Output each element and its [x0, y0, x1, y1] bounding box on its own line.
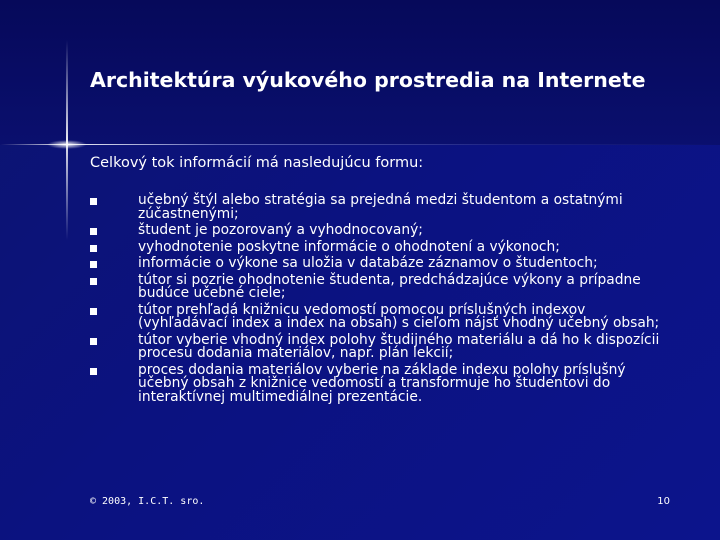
slide-title: Architektúra výukového prostredia na Internete — [90, 68, 646, 92]
page-number: 10 — [657, 496, 670, 507]
glow-star-icon — [47, 140, 87, 149]
square-bullet-icon — [90, 308, 97, 315]
list-item: študent je pozorovaný a vyhodnocovaný; — [90, 224, 678, 238]
square-bullet-icon — [90, 228, 97, 235]
copyright-footer: © 2003, I.C.T. sro. — [90, 496, 205, 507]
list-item: vyhodnotenie poskytne informácie o ohodnotení a výkonoch; — [90, 241, 678, 255]
square-bullet-icon — [90, 368, 97, 375]
list-item: tútor vyberie vhodný index polohy študijného materiálu a dá ho k dispozícii procesu dodania materiálov, napr. plán lekcií; — [90, 334, 678, 361]
list-item: učebný štýl alebo stratégia sa prejedná medzi študentom a ostatnými zúčastnenými; — [90, 194, 678, 221]
glow-horizontal-line — [0, 144, 720, 145]
list-item: tútor prehľadá knižnicu vedomostí pomocou príslušných indexov (vyhľadávací index a index na obsah) s cieľom nájsť vhodný učebný obsah; — [90, 304, 678, 331]
square-bullet-icon — [90, 278, 97, 285]
list-item: informácie o výkone sa uložia v databáze záznamov o študentoch; — [90, 257, 678, 271]
intro-text: Celkový tok informácií má nasledujúcu formu: — [90, 155, 424, 171]
square-bullet-icon — [90, 338, 97, 345]
square-bullet-icon — [90, 245, 97, 252]
list-item: tútor si pozrie ohodnotenie študenta, predchádzajúce výkony a prípadne budúce učebné ciele; — [90, 274, 678, 301]
square-bullet-icon — [90, 198, 97, 205]
square-bullet-icon — [90, 261, 97, 268]
list-item: proces dodania materiálov vyberie na základe indexu polohy príslušný učebný obsah z knižnice vedomostí a transformuje ho študentovi do interaktívnej multimediálnej prezentácie. — [90, 364, 678, 405]
bullet-list — [90, 194, 690, 407]
